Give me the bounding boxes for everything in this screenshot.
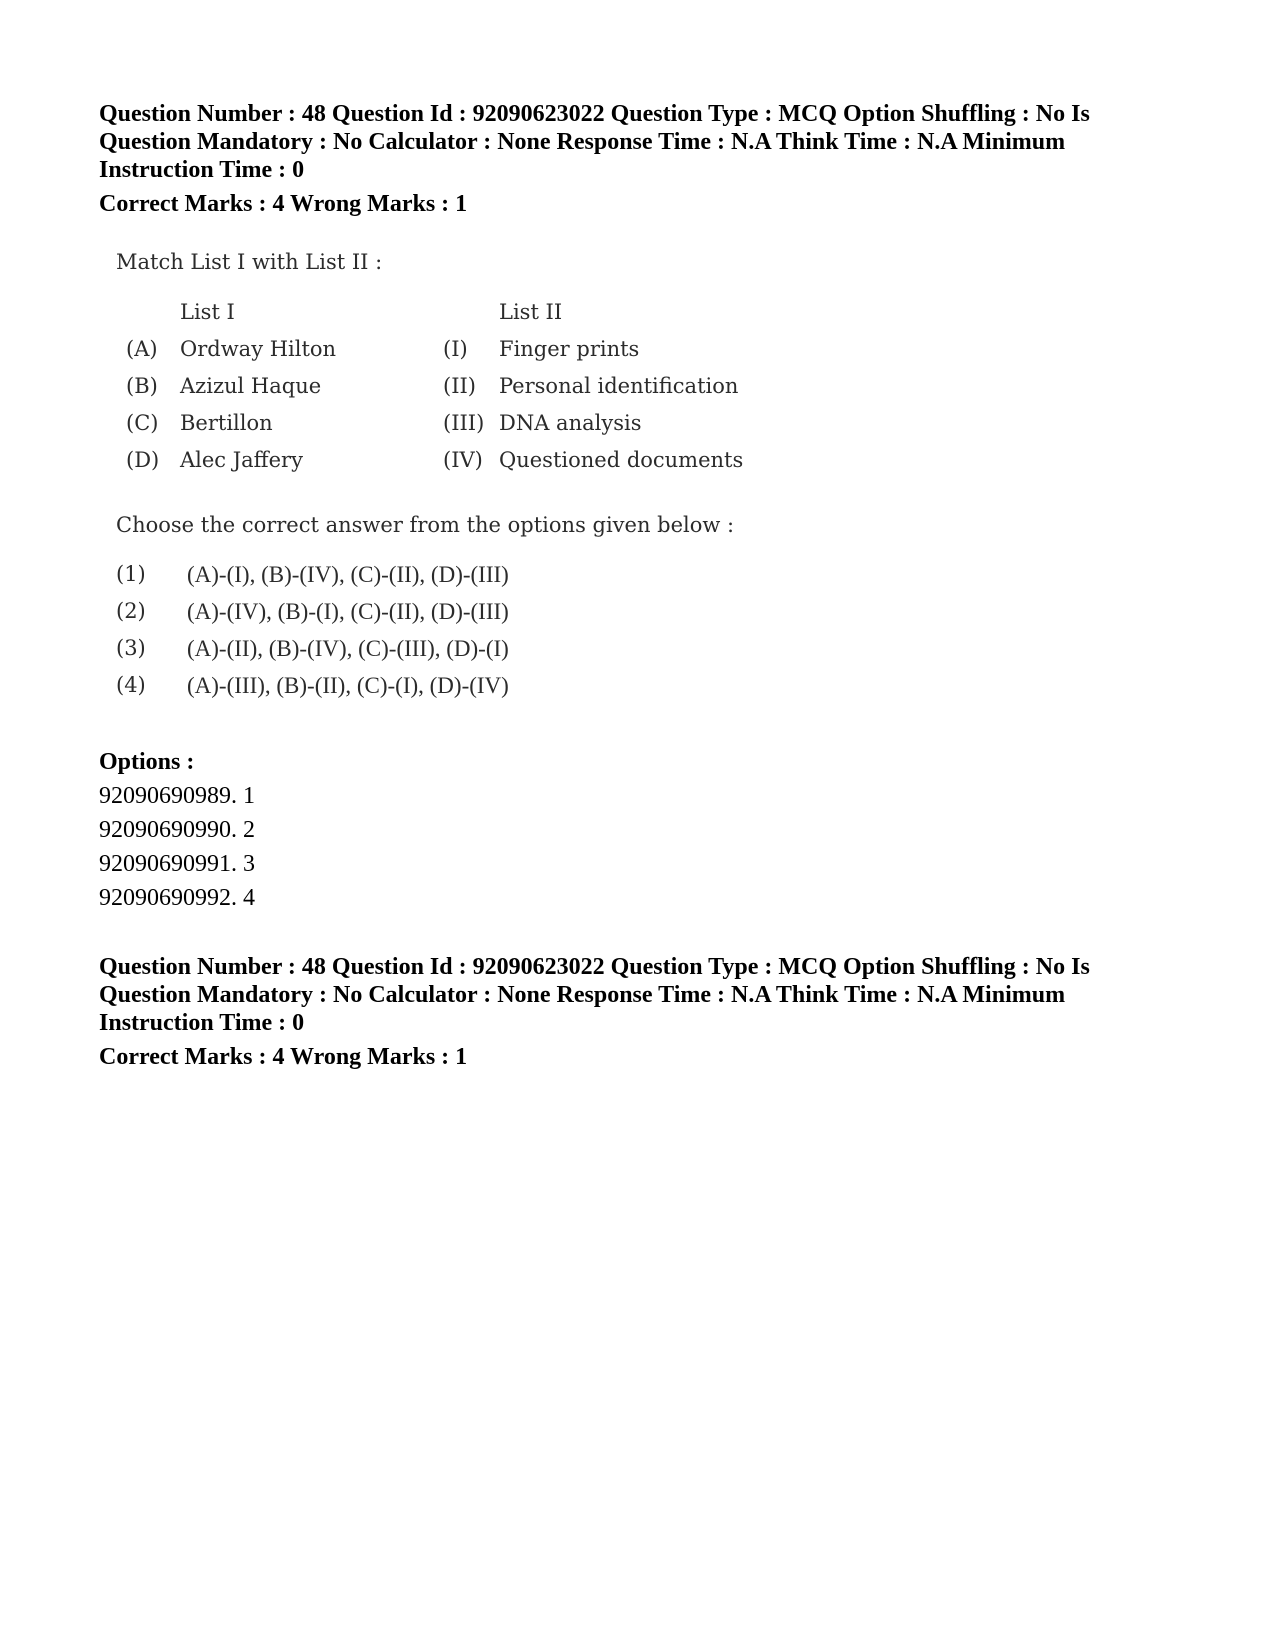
left-text: Bertillon	[180, 411, 273, 435]
right-label: (III)	[443, 411, 485, 435]
right-text: DNA analysis	[499, 411, 642, 435]
choice-text: (A)-(II), (B)-(IV), (C)-(III), (D)-(I)	[187, 636, 509, 661]
left-label: (A)	[126, 337, 158, 361]
answer-choice	[99, 562, 799, 596]
left-text: Alec Jaffery	[180, 448, 303, 472]
question-body	[99, 240, 799, 720]
left-text: Ordway Hilton	[180, 337, 337, 361]
options-section	[99, 745, 255, 915]
match-row	[99, 448, 799, 482]
left-text: Azizul Haque	[180, 374, 322, 398]
meta-line-1: Question Number : 48 Question Id : 92090623022 Question Type : MCQ Option Shuffling : No Is	[99, 954, 1090, 980]
list-2-heading: List II	[499, 300, 563, 324]
meta-line-2: Question Mandatory : No Calculator : None Response Time : N.A Think Time : N.A Minimum	[99, 982, 1066, 1008]
choice-text: (A)-(IV), (B)-(I), (C)-(II), (D)-(III)	[187, 599, 509, 624]
marks-line: Correct Marks : 4 Wrong Marks : 1	[99, 191, 468, 217]
option-item: 92090690991. 3	[99, 851, 255, 877]
match-row	[99, 411, 799, 445]
choice-number: (2)	[116, 599, 146, 623]
choice-number: (4)	[116, 673, 146, 697]
meta-line-3: Instruction Time : 0	[99, 157, 305, 183]
right-text: Personal identification	[499, 374, 739, 398]
right-label: (IV)	[443, 448, 483, 472]
meta-line-2: Question Mandatory : No Calculator : None Response Time : N.A Think Time : N.A Minimum	[99, 129, 1066, 155]
choice-number: (1)	[116, 562, 146, 586]
left-label: (C)	[126, 411, 159, 435]
answer-choice	[99, 599, 799, 633]
choice-text: (A)-(I), (B)-(IV), (C)-(II), (D)-(III)	[187, 562, 509, 587]
option-item: 92090690989. 1	[99, 783, 255, 809]
choice-text: (A)-(III), (B)-(II), (C)-(I), (D)-(IV)	[187, 673, 509, 698]
meta-line-1: Question Number : 48 Question Id : 92090623022 Question Type : MCQ Option Shuffling : No Is	[99, 101, 1090, 127]
choice-number: (3)	[116, 636, 146, 660]
option-item: 92090690992. 4	[99, 885, 255, 911]
choose-instruction: Choose the correct answer from the options given below :	[116, 513, 735, 537]
options-title: Options :	[99, 749, 195, 775]
question-meta-header	[99, 100, 1189, 218]
right-text: Questioned documents	[499, 448, 744, 472]
right-label: (II)	[443, 374, 476, 398]
answer-choice	[99, 636, 799, 670]
answer-choice	[99, 673, 799, 707]
left-label: (D)	[126, 448, 160, 472]
question-prompt: Match List I with List II :	[116, 250, 383, 274]
meta-line-3: Instruction Time : 0	[99, 1010, 305, 1036]
next-question-meta-header	[99, 953, 1189, 1071]
match-row	[99, 337, 799, 371]
left-label: (B)	[126, 374, 158, 398]
right-text: Finger prints	[499, 337, 640, 361]
list-1-heading: List I	[180, 300, 235, 324]
marks-line: Correct Marks : 4 Wrong Marks : 1	[99, 1044, 468, 1070]
option-item: 92090690990. 2	[99, 817, 255, 843]
right-label: (I)	[443, 337, 468, 361]
match-row	[99, 374, 799, 408]
